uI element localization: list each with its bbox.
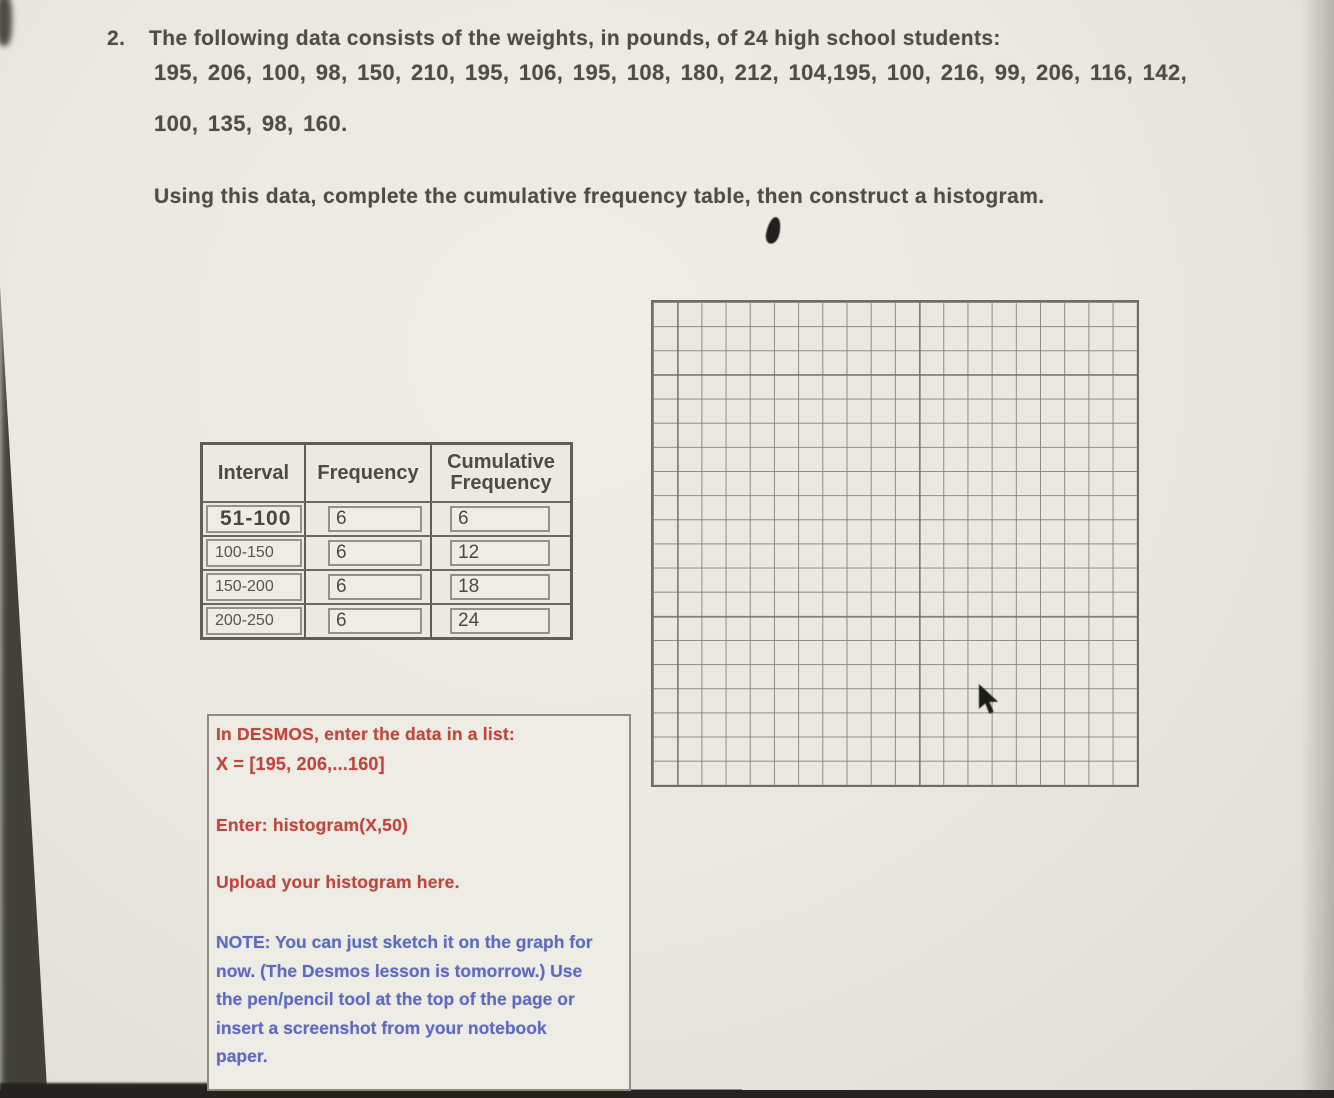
cumulative-input-2[interactable]: 18: [450, 574, 550, 600]
frequency-table: [200, 442, 573, 640]
desmos-list-instruction: In DESMOS, enter the data in a list:: [216, 724, 515, 744]
photo-shadow-bottom: [0, 1090, 1334, 1098]
pen-ink-mark: [764, 216, 783, 245]
table-row: [203, 603, 570, 637]
data-line-1: 195, 206, 100, 98, 150, 210, 195, 106, 195, 108, 180, 212, 104,195, 100, 216, 99, 206, 116, 142,: [154, 60, 1188, 85]
frequency-input-0[interactable]: 6: [328, 506, 422, 532]
frequency-input-1[interactable]: 6: [328, 540, 422, 566]
note-line: NOTE: You can just sketch it on the graph for: [216, 932, 593, 952]
interval-cell-1[interactable]: 100-150: [206, 539, 302, 567]
note-text: [216, 928, 624, 1071]
photo-shadow-right: [1300, 0, 1334, 1098]
frequency-input-3[interactable]: 6: [328, 608, 422, 634]
table-header-cumulative-frequency: [432, 445, 570, 501]
grid-major-line: [653, 374, 1137, 376]
interval-cell-3[interactable]: 200-250: [206, 607, 302, 635]
note-line: the pen/pencil tool at the top of the page or: [216, 989, 575, 1009]
table-header-interval: Interval: [203, 445, 306, 501]
photo-shadow-corner: [0, 0, 12, 46]
interval-cell-0[interactable]: 51-100: [206, 505, 302, 533]
table-header-row: [203, 445, 570, 501]
desmos-instructions-box: [207, 714, 631, 1091]
cumulative-input-1[interactable]: 12: [450, 540, 550, 566]
note-line: paper.: [216, 1046, 268, 1066]
table-header-cumulative-line1: Cumulative: [447, 451, 555, 473]
task-instruction: Using this data, complete the cumulative frequency table, then construct a histogram.: [154, 185, 1045, 208]
grid-major-line: [653, 616, 1137, 618]
mouse-cursor-icon: [976, 684, 1000, 718]
data-line-2: 100, 135, 98, 160.: [154, 111, 348, 136]
table-row: [203, 501, 570, 535]
grid-major-line: [677, 302, 679, 785]
table-row: [203, 569, 570, 603]
histogram-grid[interactable]: [651, 300, 1139, 787]
photo-shadow-left: [0, 0, 54, 1098]
cumulative-input-0[interactable]: 6: [450, 506, 550, 532]
problem-statement: The following data consists of the weights, in pounds, of 24 high school students:: [149, 27, 1001, 50]
upload-instruction: Upload your histogram here.: [216, 872, 460, 892]
frequency-input-2[interactable]: 6: [328, 574, 422, 600]
desmos-list-definition: X = [195, 206,...160]: [216, 754, 385, 774]
table-header-cumulative-line2: Frequency: [450, 472, 552, 494]
interval-cell-2[interactable]: 150-200: [206, 573, 302, 601]
note-line: insert a screenshot from your notebook: [216, 1017, 547, 1038]
cumulative-input-3[interactable]: 24: [450, 608, 550, 634]
table-header-frequency: Frequency: [306, 445, 432, 501]
table-row: [203, 535, 570, 569]
note-line: now. (The Desmos lesson is tomorrow.) Use: [216, 960, 583, 981]
problem-number: 2.: [107, 27, 126, 50]
desmos-histogram-command: Enter: histogram(X,50): [216, 815, 409, 835]
grid-major-line: [919, 302, 921, 785]
